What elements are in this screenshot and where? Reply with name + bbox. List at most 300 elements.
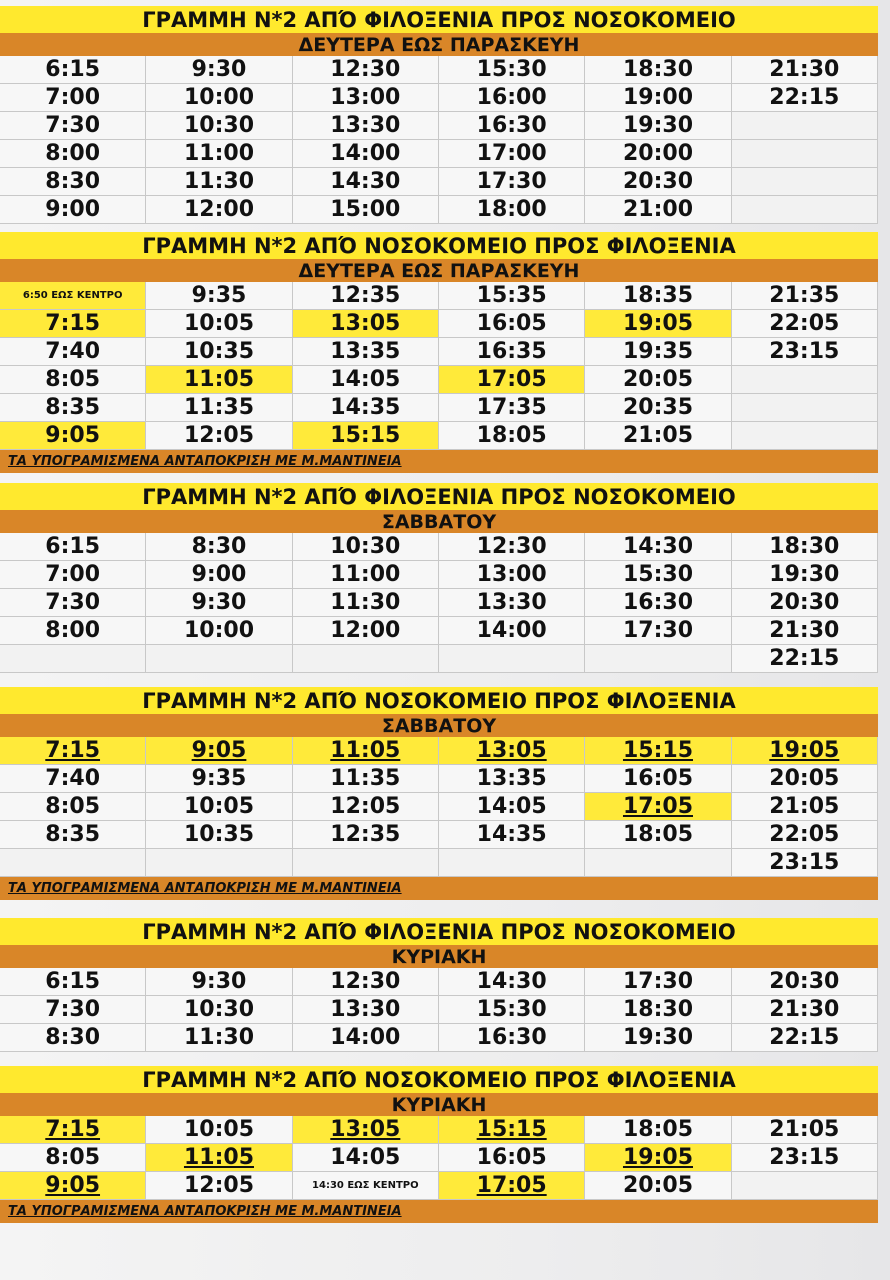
departure-time-cell [293,282,439,310]
departure-time: 8:05 [45,1145,101,1170]
departure-time: 20:30 [622,169,693,194]
departure-time-cell [439,196,585,224]
departure-time: 11:00 [183,141,254,166]
departure-time: 21:30 [769,618,840,643]
departure-time-cell [0,617,146,645]
departure-time-cell [439,84,585,112]
departure-time-cell [293,589,439,617]
departure-time-cell [585,1172,731,1200]
departure-time: 13:00 [330,85,401,110]
departure-time-cell [293,1172,439,1200]
departure-time-cell [293,422,439,450]
departure-time: 9:05 [45,1173,101,1198]
departure-time-cell [0,394,146,422]
departure-time-cell [0,84,146,112]
departure-time: 14:30 [330,169,401,194]
departure-time-cell [585,793,731,821]
departure-time-cell [293,112,439,140]
departure-time: 13:05 [330,311,401,336]
departure-time-cell [0,422,146,450]
departure-time: 13:30 [476,590,547,615]
departure-time-cell [585,821,731,849]
departure-time: 7:00 [45,562,101,587]
departure-time: 14:30 ΕΩΣ ΚΕΝΤΡΟ [312,1180,419,1191]
departure-time: 14:00 [330,141,401,166]
departure-time-cell [585,84,731,112]
departure-time: 11:05 [183,1145,254,1170]
connection-note-text: ΤΑ ΥΠΟΓΡΑΜΙΣΜΕΝΑ ΑΝΤΑΠΟΚΡΙΣΗ ΜΕ Μ.ΜΑΝΤΙΝΕΙΑ [8,881,402,896]
timetable-grid [0,737,878,877]
departure-time: 19:00 [622,85,693,110]
departure-time: 7:15 [45,1117,101,1142]
section-title: ΓΡΑΜΜΗ Ν*2 ΑΠΌ ΦΙΛΟΞΕΝΙΑ ΠΡΟΣ ΝΟΣΟΚΟΜΕΙΟ [0,918,878,945]
departure-time-cell [146,366,292,394]
departure-time-cell [0,168,146,196]
departure-time-cell [146,996,292,1024]
empty-cell [732,366,878,394]
departure-time-cell [585,1116,731,1144]
departure-time-cell [439,310,585,338]
departure-time-cell [439,112,585,140]
connection-note [0,877,878,900]
departure-time: 8:35 [45,822,101,847]
departure-time-cell [439,737,585,765]
departure-time-cell [0,56,146,84]
departure-time-cell [146,561,292,589]
empty-cell [0,849,146,877]
departure-time-cell [146,394,292,422]
departure-time: 8:00 [45,141,101,166]
departure-time-cell [585,968,731,996]
departure-time: 19:35 [622,339,693,364]
departure-time: 17:00 [476,141,547,166]
departure-time: 13:35 [476,766,547,791]
departure-time: 7:30 [45,113,101,138]
departure-time: 13:05 [330,1117,401,1142]
section-subtitle: ΚΥΡΙΑΚΗ [0,945,878,968]
departure-time-cell [146,196,292,224]
departure-time-cell [585,282,731,310]
departure-time: 18:30 [622,997,693,1022]
connection-note [0,450,878,473]
departure-time-cell [146,168,292,196]
departure-time: 13:30 [330,113,401,138]
departure-time: 12:05 [330,794,401,819]
departure-time: 9:05 [45,423,101,448]
departure-time: 10:05 [183,1117,254,1142]
departure-time-cell [585,112,731,140]
departure-time: 11:35 [330,766,401,791]
departure-time-cell [293,84,439,112]
empty-cell [732,196,878,224]
departure-time: 12:35 [330,822,401,847]
departure-time: 14:05 [330,367,401,392]
departure-time-cell [585,561,731,589]
departure-time-cell [146,589,292,617]
departure-time-cell [293,561,439,589]
empty-cell [732,140,878,168]
departure-time-cell [439,617,585,645]
departure-time-cell [439,1172,585,1200]
departure-time: 6:50 ΕΩΣ ΚΕΝΤΡΟ [22,290,123,301]
empty-cell [293,645,439,673]
departure-time-cell [585,366,731,394]
departure-time: 16:05 [476,311,547,336]
departure-time: 11:30 [330,590,401,615]
departure-time-cell [293,765,439,793]
departure-time: 14:30 [476,969,547,994]
departure-time-cell [585,1024,731,1052]
section-title: ΓΡΑΜΜΗ Ν*2 ΑΠΌ ΝΟΣΟΚΟΜΕΙΟ ΠΡΟΣ ΦΙΛΟΞΕΝΙΑ [0,687,878,714]
departure-time-cell [0,1172,146,1200]
departure-time: 8:05 [45,794,101,819]
departure-time: 14:05 [330,1145,401,1170]
departure-time-cell [0,737,146,765]
departure-time: 14:05 [476,794,547,819]
section-subtitle: ΣΑΒΒΑΤΟΥ [0,510,878,533]
departure-time: 17:05 [476,367,547,392]
departure-time: 9:30 [191,969,247,994]
departure-time: 10:30 [183,113,254,138]
departure-time-cell [146,338,292,366]
departure-time-cell [439,168,585,196]
departure-time: 22:05 [769,822,840,847]
departure-time: 8:30 [45,169,101,194]
departure-time-cell [293,140,439,168]
section-saturday-to-hospital [0,483,878,673]
empty-cell [439,849,585,877]
departure-time: 17:35 [476,395,547,420]
departure-time-cell [732,533,878,561]
departure-time-cell [439,394,585,422]
departure-time: 10:05 [183,794,254,819]
departure-time: 15:30 [476,997,547,1022]
departure-time-cell [293,793,439,821]
departure-time: 19:05 [622,311,693,336]
departure-time-cell [585,310,731,338]
departure-time: 21:30 [769,57,840,82]
departure-time-cell [0,1116,146,1144]
departure-time-cell [732,1144,878,1172]
departure-time-cell [0,310,146,338]
departure-time-cell [293,968,439,996]
departure-time-cell [146,737,292,765]
departure-time-cell [293,366,439,394]
section-sunday-to-filoxenia [0,1066,878,1223]
departure-time: 13:30 [330,997,401,1022]
departure-time: 20:05 [622,367,693,392]
departure-time-cell [585,196,731,224]
departure-time: 12:30 [476,534,547,559]
departure-time-cell [293,56,439,84]
timetable-grid [0,282,878,450]
departure-time-cell [732,56,878,84]
departure-time-cell [732,617,878,645]
departure-time: 22:15 [769,1025,840,1050]
departure-time-cell [585,338,731,366]
departure-time-cell [439,765,585,793]
departure-time: 11:05 [183,367,254,392]
departure-time-cell [293,617,439,645]
departure-time: 13:00 [476,562,547,587]
departure-time: 8:30 [45,1025,101,1050]
departure-time: 12:30 [330,969,401,994]
departure-time-cell [439,1144,585,1172]
departure-time: 7:15 [45,738,101,763]
departure-time: 10:30 [183,997,254,1022]
departure-time: 14:30 [622,534,693,559]
departure-time: 19:05 [622,1145,693,1170]
departure-time: 12:00 [183,197,254,222]
departure-time: 18:05 [622,822,693,847]
departure-time: 9:00 [191,562,247,587]
departure-time: 18:05 [476,423,547,448]
departure-time-cell [293,821,439,849]
departure-time: 11:00 [330,562,401,587]
departure-time: 17:30 [622,618,693,643]
departure-time: 7:30 [45,590,101,615]
departure-time: 7:40 [45,339,101,364]
departure-time-cell [0,1024,146,1052]
departure-time: 9:35 [191,766,247,791]
departure-time-cell [0,366,146,394]
empty-cell [146,849,292,877]
departure-time: 10:00 [183,85,254,110]
departure-time-cell [439,793,585,821]
departure-time-cell [293,1144,439,1172]
departure-time-cell [293,338,439,366]
departure-time-cell [0,765,146,793]
departure-time-cell [146,282,292,310]
departure-time: 8:30 [191,534,247,559]
departure-time-cell [439,140,585,168]
departure-time-cell [0,561,146,589]
departure-time-cell [585,1144,731,1172]
departure-time-cell [0,793,146,821]
departure-time: 15:35 [476,283,547,308]
departure-time-cell [732,765,878,793]
departure-time-cell [439,422,585,450]
departure-time-cell [0,821,146,849]
departure-time-cell [146,84,292,112]
departure-time-cell [293,1024,439,1052]
departure-time: 9:00 [45,197,101,222]
departure-time-cell [146,533,292,561]
departure-time-cell [0,196,146,224]
section-weekday-to-filoxenia [0,232,878,473]
departure-time-cell [439,366,585,394]
departure-time: 20:00 [622,141,693,166]
departure-time-cell [585,737,731,765]
departure-time-cell [146,1024,292,1052]
departure-time: 14:35 [476,822,547,847]
departure-time-cell [439,56,585,84]
empty-cell [732,394,878,422]
departure-time-cell [293,196,439,224]
departure-time-cell [439,1024,585,1052]
departure-time-cell [585,996,731,1024]
departure-time-cell [146,1116,292,1144]
connection-note [0,1200,878,1223]
departure-time: 17:05 [622,794,693,819]
departure-time: 7:00 [45,85,101,110]
departure-time: 15:30 [622,562,693,587]
departure-time: 23:15 [769,1145,840,1170]
departure-time-cell [732,561,878,589]
departure-time: 13:05 [476,738,547,763]
section-subtitle: ΔΕΥΤΕΡΑ ΕΩΣ ΠΑΡΑΣΚΕΥΗ [0,33,878,56]
departure-time-cell [0,140,146,168]
departure-time-cell [439,821,585,849]
departure-time-cell [732,84,878,112]
departure-time: 7:30 [45,997,101,1022]
departure-time: 18:30 [622,57,693,82]
departure-time-cell [585,140,731,168]
departure-time-cell [585,168,731,196]
departure-time-cell [732,310,878,338]
departure-time-cell [732,1116,878,1144]
connection-note-text: ΤΑ ΥΠΟΓΡΑΜΙΣΜΕΝΑ ΑΝΤΑΠΟΚΡΙΣΗ ΜΕ Μ.ΜΑΝΤΙΝΕΙΑ [8,454,402,469]
departure-time-cell [585,533,731,561]
departure-time-cell [732,282,878,310]
departure-time: 19:30 [622,1025,693,1050]
empty-cell [439,645,585,673]
section-sunday-to-hospital [0,918,878,1052]
departure-time: 15:30 [476,57,547,82]
departure-time: 17:05 [476,1173,547,1198]
departure-time-cell [293,168,439,196]
departure-time: 10:35 [183,822,254,847]
departure-time: 14:00 [476,618,547,643]
departure-time: 21:05 [622,423,693,448]
departure-time-cell [146,1172,292,1200]
departure-time-cell [146,140,292,168]
departure-time: 12:35 [330,283,401,308]
departure-time-cell [0,282,146,310]
section-title: ΓΡΑΜΜΗ Ν*2 ΑΠΌ ΦΙΛΟΞΕΝΙΑ ΠΡΟΣ ΝΟΣΟΚΟΜΕΙΟ [0,6,878,33]
departure-time: 22:05 [769,311,840,336]
departure-time-cell [293,1116,439,1144]
departure-time: 23:15 [769,339,840,364]
connection-note-text: ΤΑ ΥΠΟΓΡΑΜΙΣΜΕΝΑ ΑΝΤΑΠΟΚΡΙΣΗ ΜΕ Μ.ΜΑΝΤΙΝΕΙΑ [8,1204,402,1219]
departure-time: 7:40 [45,766,101,791]
departure-time-cell [732,821,878,849]
departure-time-cell [439,338,585,366]
empty-cell [585,645,731,673]
departure-time-cell [0,968,146,996]
departure-time: 20:05 [769,766,840,791]
departure-time-cell [439,561,585,589]
departure-time: 23:15 [769,850,840,875]
departure-time: 22:15 [769,85,840,110]
departure-time: 19:30 [769,562,840,587]
departure-time: 18:00 [476,197,547,222]
departure-time: 21:05 [769,1117,840,1142]
timetable-grid [0,533,878,673]
departure-time: 21:35 [769,283,840,308]
departure-time: 9:05 [191,738,247,763]
departure-time-cell [732,737,878,765]
empty-cell [585,849,731,877]
empty-cell [732,422,878,450]
departure-time: 8:00 [45,618,101,643]
departure-time: 15:15 [476,1117,547,1142]
departure-time-cell [439,282,585,310]
departure-time-cell [439,589,585,617]
departure-time-cell [0,1144,146,1172]
departure-time-cell [585,589,731,617]
departure-time-cell [732,338,878,366]
section-subtitle: ΔΕΥΤΕΡΑ ΕΩΣ ΠΑΡΑΣΚΕΥΗ [0,259,878,282]
departure-time-cell [0,533,146,561]
departure-time: 22:15 [769,646,840,671]
departure-time-cell [732,793,878,821]
departure-time-cell [146,765,292,793]
section-title: ΓΡΑΜΜΗ Ν*2 ΑΠΌ ΝΟΣΟΚΟΜΕΙΟ ΠΡΟΣ ΦΙΛΟΞΕΝΙΑ [0,232,878,259]
departure-time-cell [732,968,878,996]
departure-time-cell [732,996,878,1024]
empty-cell [732,168,878,196]
departure-time: 7:15 [45,311,101,336]
departure-time: 10:00 [183,618,254,643]
departure-time: 16:35 [476,339,547,364]
departure-time-cell [0,112,146,140]
departure-time-cell [146,56,292,84]
departure-time-cell [585,56,731,84]
departure-time-cell [293,310,439,338]
departure-time: 18:05 [622,1117,693,1142]
departure-time-cell [146,793,292,821]
departure-time: 10:35 [183,339,254,364]
departure-time-cell [732,849,878,877]
departure-time: 16:05 [476,1145,547,1170]
departure-time: 9:30 [191,590,247,615]
empty-cell [732,112,878,140]
departure-time-cell [439,1116,585,1144]
departure-time: 9:30 [191,57,247,82]
departure-time: 20:05 [622,1173,693,1198]
departure-time: 21:05 [769,794,840,819]
departure-time-cell [585,617,731,645]
departure-time-cell [146,310,292,338]
departure-time-cell [146,112,292,140]
departure-time-cell [293,996,439,1024]
departure-time-cell [439,968,585,996]
section-title: ΓΡΑΜΜΗ Ν*2 ΑΠΌ ΦΙΛΟΞΕΝΙΑ ΠΡΟΣ ΝΟΣΟΚΟΜΕΙΟ [0,483,878,510]
departure-time-cell [585,394,731,422]
departure-time-cell [293,533,439,561]
empty-cell [732,1172,878,1200]
departure-time-cell [732,1024,878,1052]
departure-time: 11:30 [183,1025,254,1050]
section-saturday-to-filoxenia [0,687,878,900]
departure-time-cell [439,996,585,1024]
departure-time: 20:30 [769,590,840,615]
empty-cell [146,645,292,673]
departure-time: 20:35 [622,395,693,420]
departure-time-cell [146,1144,292,1172]
departure-time: 14:35 [330,395,401,420]
departure-time-cell [146,821,292,849]
departure-time: 17:30 [476,169,547,194]
departure-time-cell [293,737,439,765]
departure-time-cell [585,422,731,450]
departure-time: 20:30 [769,969,840,994]
departure-time: 12:05 [183,423,254,448]
departure-time: 12:05 [183,1173,254,1198]
departure-time: 16:30 [476,1025,547,1050]
departure-time-cell [146,968,292,996]
